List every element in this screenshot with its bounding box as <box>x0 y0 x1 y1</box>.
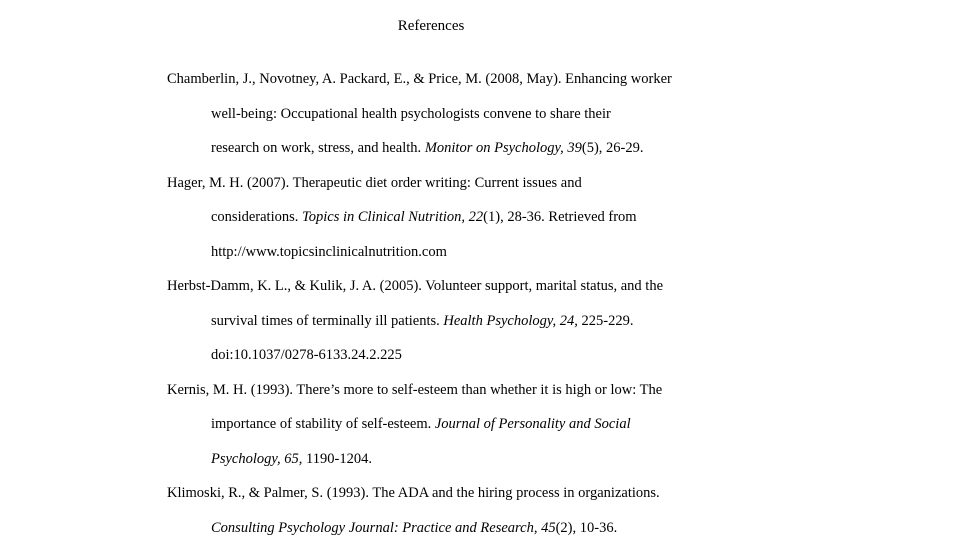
italic-source-text: Psychology, 65, <box>211 450 303 467</box>
reference-continuation-line <box>211 243 447 261</box>
italic-source-text: Health Psychology, 24, <box>443 312 578 329</box>
reference-continuation-line <box>211 519 617 537</box>
reference-text: (1), 28-36. Retrieved from <box>483 209 637 225</box>
reference-text: Kernis, M. H. (1993). There’s more to self-esteem than whether it is high or low: The <box>167 381 663 398</box>
reference-continuation-line <box>211 450 372 468</box>
reference-text: 1190-1204. <box>302 450 372 467</box>
reference-text: survival times of terminally ill patients. <box>211 312 444 329</box>
reference-text: (2), 10-36. <box>555 519 618 536</box>
reference-continuation-line <box>211 415 631 433</box>
reference-continuation-line <box>211 208 637 226</box>
reference-text: 225-229. <box>577 312 634 329</box>
italic-source-text: Topics in Clinical Nutrition, 22 <box>302 209 484 225</box>
reference-text: Herbst-Damm, K. L., & Kulik, J. A. (2005). Volunteer support, marital status, and the <box>167 278 664 294</box>
reference-text: research on work, stress, and health. <box>211 140 425 156</box>
reference-text: (5), 26-29. <box>581 140 644 156</box>
reference-first-line <box>167 381 662 399</box>
italic-source-text: Journal of Personality and Social <box>434 416 631 432</box>
reference-text: Chamberlin, J., Novotney, A. Packard, E., & Price, M. (2008, May). Enhancing worker <box>167 71 672 87</box>
reference-text: Klimoski, R., & Palmer, S. (1993). The ADA and the hiring process in organizations. <box>167 485 660 501</box>
reference-first-line <box>167 484 660 502</box>
reference-text: importance of stability of self-esteem. <box>211 416 435 432</box>
reference-text: considerations. <box>211 209 303 225</box>
reference-first-line <box>167 70 672 88</box>
reference-continuation-line <box>211 346 402 364</box>
italic-source-text: Monitor on Psychology, 39 <box>424 140 582 156</box>
reference-text: doi:10.1037/0278-6133.24.2.225 <box>211 347 402 363</box>
reference-first-line <box>167 277 663 295</box>
reference-continuation-line <box>211 139 644 157</box>
reference-text: Hager, M. H. (2007). Therapeutic diet order writing: Current issues and <box>167 174 582 191</box>
references-heading: References <box>397 18 465 34</box>
reference-continuation-line <box>211 312 633 330</box>
reference-first-line <box>167 174 582 192</box>
reference-continuation-line <box>211 105 611 123</box>
reference-text: http://www.topicsinclinicalnutrition.com <box>211 243 447 260</box>
reference-text: well-being: Occupational health psychologists convene to share their <box>211 105 611 122</box>
italic-source-text: Consulting Psychology Journal: Practice and Research, 45 <box>211 519 556 536</box>
